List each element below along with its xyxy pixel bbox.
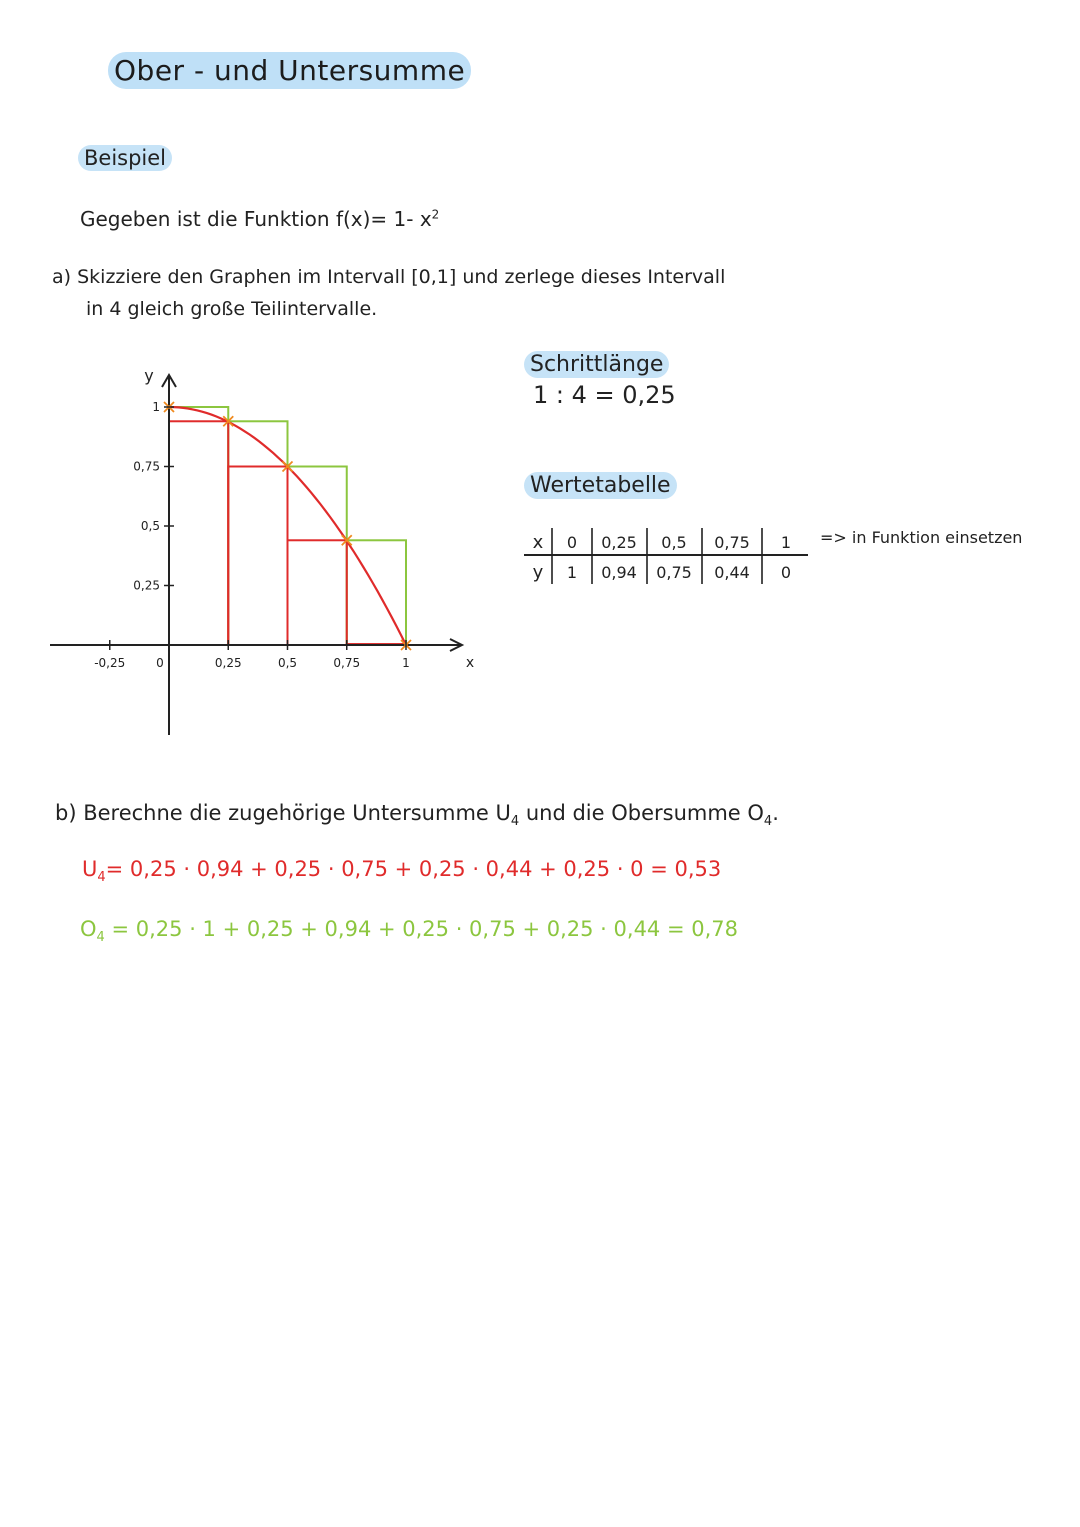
given-function	[80, 207, 439, 231]
table-y-value: 0	[780, 563, 792, 582]
value-table-label: Wertetabelle	[524, 472, 677, 499]
table-y-value: 0,94	[601, 563, 637, 582]
y-axis-label: y	[144, 366, 154, 385]
lower-rectangle-1	[169, 421, 228, 645]
upper-sum-sub: 4	[96, 930, 105, 946]
table-x-header: x	[532, 532, 544, 553]
x-tick-label: 0,5	[277, 656, 298, 670]
lower-rectangle-2	[228, 467, 287, 646]
x-tick-label: 0,75	[333, 656, 361, 670]
lower-sum-symbol: U	[82, 857, 98, 881]
upper-rectangle-2	[228, 421, 287, 645]
page-title: Ober - und Untersumme	[108, 52, 471, 89]
table-x-value: 0,5	[661, 533, 687, 552]
task-a-line2: in 4 gleich große Teilintervalle.	[86, 298, 378, 320]
table-x-value: 1	[780, 533, 792, 552]
given-exponent: 2	[431, 207, 440, 222]
task-b-sub2: 4	[763, 814, 773, 830]
step-length-heading	[524, 352, 669, 377]
table-x-value: 0	[566, 533, 578, 552]
upper-rectangle-3	[288, 467, 347, 646]
table-y-value: 0,75	[656, 563, 692, 582]
task-b	[55, 801, 779, 829]
x-tick-label: 0,25	[214, 656, 242, 670]
step-length-label: Schrittlänge	[524, 351, 669, 378]
task-b-sub1: 4	[510, 814, 520, 830]
lower-sum-sub: 4	[97, 870, 106, 886]
x-tick-label: -0,25	[94, 656, 126, 670]
y-tick-label: 0,5	[140, 519, 160, 533]
value-table-note: => in Funktion einsetzen	[820, 528, 1023, 547]
upper-sum-expression: = 0,25 · 1 + 0,25 + 0,94 + 0,25 · 0,75 + 0,25 · 0,44 = 0,78	[104, 917, 738, 941]
table-x-value: 0,75	[714, 533, 750, 552]
upper-sum	[80, 917, 738, 945]
task-b-text1: b) Berechne die zugehörige Untersumme U	[55, 801, 511, 825]
table-x-value: 0,25	[601, 533, 637, 552]
x-tick-label: 1	[402, 656, 410, 670]
lower-rectangle-3	[288, 540, 347, 645]
task-b-text2: und die Obersumme O	[519, 801, 764, 825]
y-tick-label: 0,75	[133, 459, 160, 474]
given-text: Gegeben ist die Funktion f(x)= 1- x	[80, 207, 432, 231]
example-label: Beispiel	[78, 145, 172, 171]
upper-rectangle-1	[169, 407, 228, 645]
step-length-value: 1 : 4 = 0,25	[533, 381, 676, 409]
y-tick-label: 1	[152, 400, 160, 414]
y-tick-label: 0,25	[133, 578, 160, 593]
x-tick-label: 0	[156, 656, 164, 670]
upper-sum-symbol: O	[80, 917, 97, 941]
example-heading	[78, 146, 172, 170]
table-y-header: y	[532, 562, 544, 583]
value-table-heading	[524, 473, 677, 498]
table-y-value: 0,44	[714, 563, 750, 582]
task-a-line1: a) Skizziere den Graphen im Intervall [0,1] und zerlege dieses Intervall	[52, 266, 726, 288]
lower-sum	[82, 857, 721, 885]
task-b-text3: .	[772, 801, 779, 825]
value-table	[524, 522, 814, 592]
lower-sum-expression: = 0,25 · 0,94 + 0,25 · 0,75 + 0,25 · 0,44 + 0,25 · 0 = 0,53	[105, 857, 722, 881]
function-graph	[40, 355, 490, 745]
table-y-value: 1	[566, 563, 578, 582]
x-axis-label: x	[465, 655, 475, 671]
